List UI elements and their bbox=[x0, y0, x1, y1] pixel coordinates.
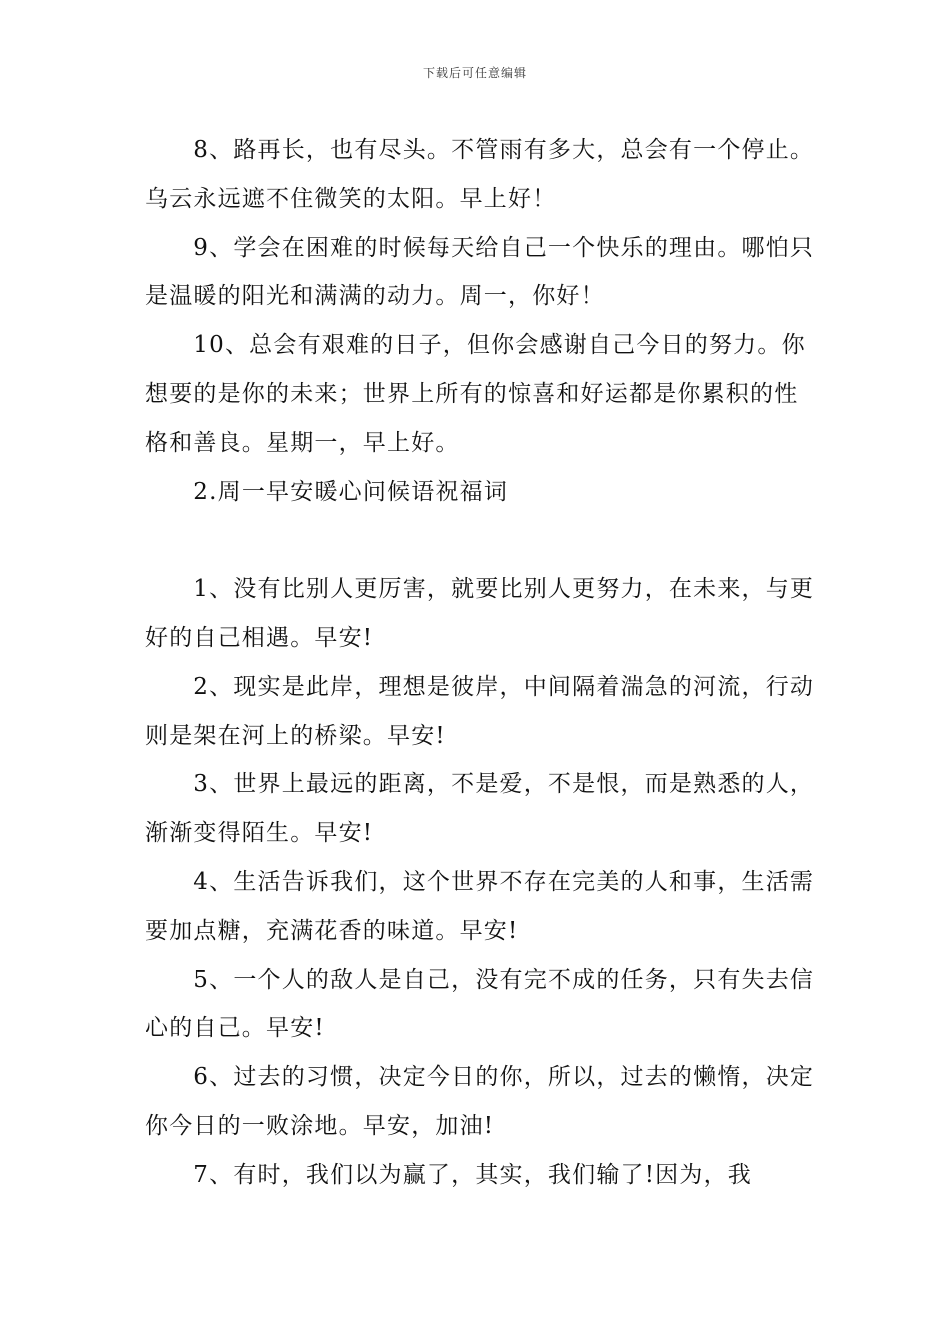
greeting-item-4: 4、生活告诉我们，这个世界不存在完美的人和事，生活需要加点糖，充满花香的味道。早安! bbox=[145, 868, 815, 944]
greeting-item-2: 2、现实是此岸，理想是彼岸，中间隔着湍急的河流，行动则是架在河上的桥梁。早安! bbox=[145, 673, 815, 749]
greeting-item-5: 5、一个人的敌人是自己，没有完不成的任务，只有失去信心的自己。早安! bbox=[145, 966, 815, 1042]
paragraph-item-8: 8、路再长，也有尽头。不管雨有多大，总会有一个停止。乌云永远遮不住微笑的太阳。早上好！ bbox=[145, 137, 815, 212]
paragraph-item-9: 9、学会在困难的时候每天给自己一个快乐的理由。哪怕只是温暖的阳光和满满的动力。周一，你好！ bbox=[145, 234, 815, 310]
blank-line bbox=[145, 516, 817, 565]
greeting-item-1: 1、没有比别人更厉害，就要比别人更努力，在未来，与更好的自己相遇。早安! bbox=[145, 576, 815, 651]
greeting-item-3: 3、世界上最远的距离，不是爱，不是恨，而是熟悉的人，渐渐变得陌生。早安! bbox=[145, 771, 815, 847]
greeting-item-7: 7、有时，我们以为赢了，其实，我们输了!因为，我 bbox=[193, 1161, 752, 1188]
section-heading: 2.周一早安暖心问候语祝福词 bbox=[193, 478, 509, 505]
page-header: 下载后可任意编辑 bbox=[422, 66, 527, 80]
greeting-item-6: 6、过去的习惯，决定今日的你，所以，过去的懒惰，决定你今日的一败涂地。早安，加油! bbox=[145, 1064, 815, 1139]
paragraph-item-10: 10、总会有艰难的日子，但你会感谢自己今日的努力。你想要的是你的未来；世界上所有的惊喜和好运都是你累积的性格和善良。星期一，早上好。 bbox=[145, 332, 806, 456]
document-body bbox=[145, 126, 817, 1200]
